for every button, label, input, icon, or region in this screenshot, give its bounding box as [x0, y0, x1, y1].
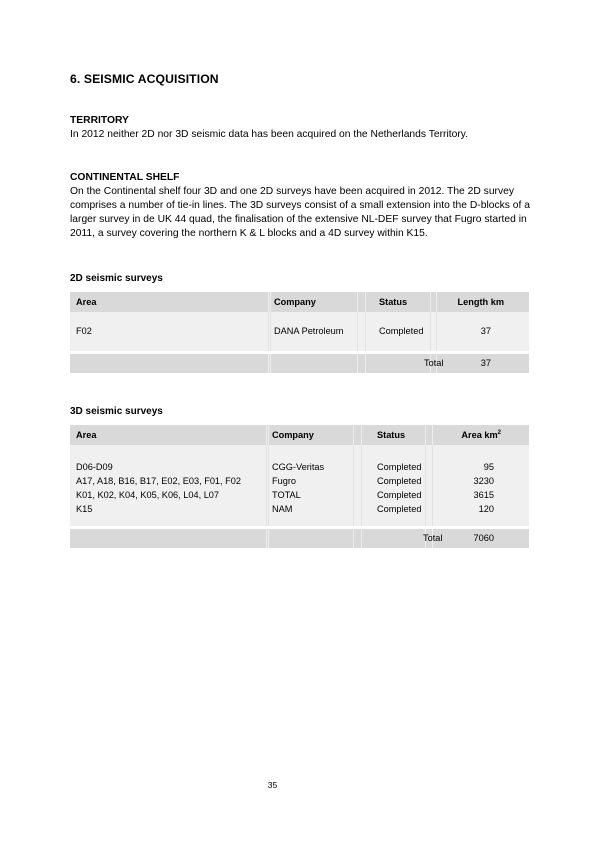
table-row-value: 95: [483, 462, 494, 472]
table-row-area: A17, A18, B16, B17, E02, E03, F01, F02: [76, 476, 241, 486]
table-row-value: 3615: [473, 490, 494, 500]
table-row-status: Completed: [377, 476, 422, 486]
table-3d-header: [70, 425, 529, 445]
table-row-area: K01, K02, K04, K05, K06, L04, L07: [76, 490, 220, 500]
table-3d-total-row: [70, 529, 529, 548]
value-column: [474, 460, 494, 516]
table-3d-body: [70, 445, 529, 529]
page-number: 35: [267, 780, 278, 790]
table-row-value: 120: [478, 504, 494, 514]
status-column: [377, 460, 421, 516]
table-row-length: 37: [480, 326, 491, 336]
table-row-company: CGG-Veritas: [272, 462, 325, 472]
territory-heading: TERRITORY: [70, 115, 129, 126]
header-length: Length km: [457, 297, 504, 307]
table-row-status: Completed: [377, 504, 422, 514]
header-area: Area: [76, 430, 97, 440]
table-row-status: Completed: [379, 326, 424, 336]
total-value: 7060: [473, 533, 494, 543]
table-row-company: DANA Petroleum: [274, 326, 344, 336]
table-row-area: D06-D09: [76, 462, 113, 472]
table-2d: [70, 292, 529, 373]
section-title: 6. SEISMIC ACQUISITION: [70, 72, 219, 86]
table-2d-header: [70, 292, 529, 312]
header-status: Status: [379, 297, 408, 307]
table-2d-total-row: [70, 354, 529, 373]
continental-shelf-heading: CONTINENTAL SHELF: [70, 172, 180, 183]
table-row-company: TOTAL: [272, 490, 301, 500]
header-area: Area: [76, 297, 97, 307]
continental-shelf-paragraph: On the Continental shelf four 3D and one 2D surveys have been acquired in 2012. The 2D survey comprises a number of tie-in lines. The 3D surveys consist of a small extension into the D-blocks of a larger survey in de UK 44 quad, the finalisation of the extensive NL-DEF survey that Fugro started in 2011, a survey covering the northern K & L blocks and a 4D survey within K15.: [70, 186, 530, 239]
total-label: Total: [424, 358, 444, 368]
table-row-company: NAM: [272, 504, 293, 514]
total-label: Total: [423, 533, 443, 543]
table-3d-title: 3D seismic surveys: [70, 406, 163, 417]
company-column: [272, 460, 324, 516]
table-row-area: K15: [76, 504, 93, 514]
table-2d-title: 2D seismic surveys: [70, 273, 163, 284]
table-row-company: Fugro: [272, 476, 297, 486]
header-company: Company: [272, 430, 314, 440]
table-row-status: Completed: [377, 462, 422, 472]
header-status: Status: [377, 430, 406, 440]
table-3d: [70, 425, 529, 548]
table-row-area: F02: [76, 326, 92, 336]
header-area-km-label: Area km: [461, 430, 498, 440]
territory-paragraph: In 2012 neither 2D nor 3D seismic data has been acquired on the Netherlands Territory.: [70, 129, 468, 140]
table-row-value: 3230: [473, 476, 494, 486]
header-area-km-superscript: 2: [497, 429, 501, 436]
header-area-km: [461, 430, 501, 440]
total-value: 37: [480, 358, 491, 368]
territory-text: [70, 128, 530, 142]
header-company: Company: [274, 297, 316, 307]
area-column: [76, 460, 241, 516]
table-2d-body: [70, 312, 529, 354]
continental-shelf-text: [70, 185, 530, 241]
table-row-status: Completed: [377, 490, 422, 500]
